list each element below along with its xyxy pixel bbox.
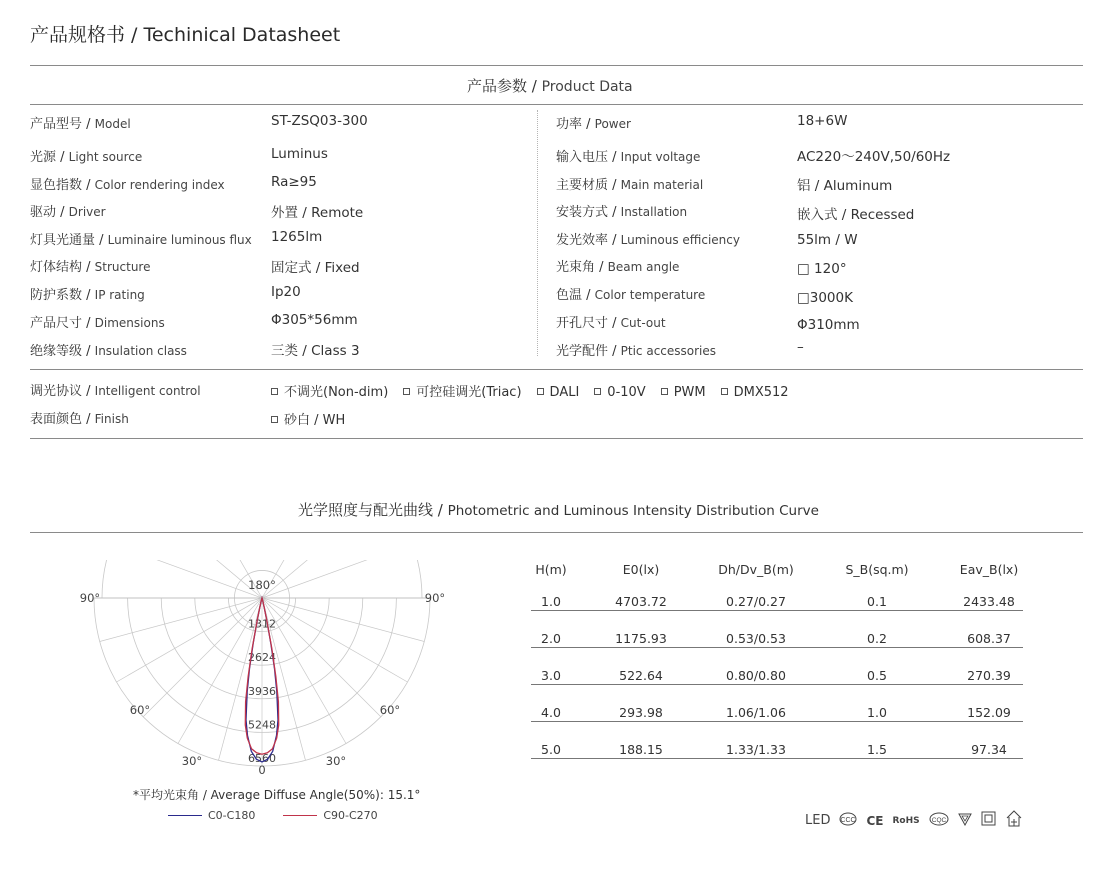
spec-label-cn: 功率 /: [556, 117, 595, 132]
ring-label: 3936: [248, 684, 276, 698]
table-cell: 0.2: [867, 631, 887, 646]
finish-label-en: Finish: [94, 412, 129, 426]
table-cell: 5.0: [541, 742, 561, 757]
spec-label: [30, 201, 106, 220]
spec-label-cn: 驱动 /: [30, 205, 69, 220]
cqc-icon-text: CQC: [931, 817, 946, 824]
spec-label: [556, 201, 687, 220]
checkbox-box[interactable]: [271, 388, 278, 395]
legend-swatch: [168, 815, 202, 816]
table-cell: 270.39: [967, 668, 1011, 683]
table-cell: 97.34: [971, 742, 1007, 757]
spec-label-cn: 防护系数 /: [30, 288, 95, 303]
table-cell: 1.33/1.33: [726, 742, 786, 757]
spec-label-en: Dimensions: [94, 316, 165, 330]
spec-label-cn: 产品尺寸 /: [30, 316, 95, 331]
control-options: [271, 381, 804, 400]
product-data-heading: [467, 75, 633, 96]
spec-label-cn: 安装方式 /: [556, 205, 621, 220]
angle-label: 30°: [181, 754, 203, 768]
option-checkbox[interactable]: [661, 385, 706, 400]
spec-label: [30, 256, 150, 275]
finish-label-cn: 表面颜色 /: [30, 412, 95, 427]
polar-spoke: [143, 598, 262, 717]
table-cell: 0.53/0.53: [726, 631, 786, 646]
option-checkbox[interactable]: [271, 385, 388, 400]
spec-value: 18+6W: [797, 113, 848, 129]
table-row-line: [531, 647, 1023, 648]
polar-spoke: [262, 598, 407, 682]
photometric-heading-cn: 光学照度与配光曲线 /: [298, 501, 448, 519]
spec-value: Luminus: [271, 146, 328, 162]
ring-label: 2624: [248, 651, 276, 665]
option-checkbox[interactable]: [594, 385, 645, 400]
checkbox-box[interactable]: [721, 388, 728, 395]
spec-label: [556, 284, 705, 303]
table-header: Dh/Dv_B(m): [718, 562, 794, 577]
spec-label-en: Luminous efficiency: [620, 233, 740, 247]
spec-label-en: Power: [594, 117, 631, 131]
table-cell: 152.09: [967, 705, 1011, 720]
spec-label-cn: 色温 /: [556, 288, 595, 303]
angle-label: 60°: [129, 703, 151, 717]
table-row-line: [531, 721, 1023, 722]
photometric-heading: [298, 499, 819, 520]
table-row-line: [531, 684, 1023, 685]
option-label: 0-10V: [607, 385, 646, 400]
table-cell: 2.0: [541, 631, 561, 646]
spec-label: [556, 312, 666, 331]
table-cell: 0.80/0.80: [726, 668, 786, 683]
polar-chart: [60, 560, 480, 780]
option-checkbox[interactable]: [537, 385, 580, 400]
legend-label: C0-C180: [208, 809, 256, 822]
table-row-line: [531, 610, 1023, 611]
spec-label-cn: 开孔尺寸 /: [556, 316, 621, 331]
table-cell: 0.27/0.27: [726, 594, 786, 609]
table-cell: 1.06/1.06: [726, 705, 786, 720]
spec-label: [30, 174, 225, 193]
spec-label-en: Luminaire luminous flux: [107, 233, 252, 247]
divider: [30, 65, 1083, 66]
angle-label: 30°: [325, 754, 347, 768]
beam-angle-note: *平均光束角 / Average Diffuse Angle(50%): 15.1°: [133, 788, 421, 802]
spec-value: 三类 / Class 3: [271, 343, 360, 359]
angle-label: 180°: [248, 578, 276, 592]
page-title: 产品规格书 / Techinical Datasheet: [30, 24, 341, 46]
spec-label-cn: 光源 /: [30, 150, 69, 165]
option-label: 不调光(Non-dim): [284, 385, 389, 400]
ring-label: 1312: [248, 617, 276, 631]
spec-value: 55lm / W: [797, 232, 858, 248]
legend-label: C90-C270: [323, 809, 378, 822]
table-cell: 0.5: [867, 668, 887, 683]
table-header: Eav_B(lx): [959, 562, 1019, 577]
option-label: PWM: [673, 385, 706, 400]
table-header: E0(lx): [622, 562, 660, 577]
checkbox-box[interactable]: [403, 388, 410, 395]
table-cell: 293.98: [619, 705, 663, 720]
option-checkbox[interactable]: [403, 385, 521, 400]
polar-spoke: [262, 598, 424, 641]
option-label: 砂白 / WH: [284, 413, 346, 428]
spec-value: Ip20: [271, 284, 301, 300]
cqc-icon: [929, 811, 949, 830]
house-mark-icon: [1005, 810, 1023, 831]
spec-label-en: Color temperature: [594, 288, 706, 302]
spec-label: [30, 113, 131, 132]
ce-icon: CE: [866, 813, 884, 828]
polar-spoke: [100, 598, 262, 641]
spec-label: [30, 284, 145, 303]
spec-value: 铝 / Aluminum: [797, 178, 893, 194]
spec-label-cn: 输入电压 /: [556, 150, 621, 165]
control-label: [30, 380, 201, 399]
legend-swatch: [283, 815, 317, 816]
angle-label: 0: [258, 763, 266, 777]
angle-label: 60°: [379, 703, 401, 717]
table-cell: 0.1: [867, 594, 887, 609]
table-cell: 1175.93: [615, 631, 667, 646]
spec-label-cn: 光束角 /: [556, 260, 608, 275]
divider: [30, 438, 1083, 439]
spec-value: Φ305*56mm: [271, 312, 358, 328]
legend-item: [168, 809, 255, 822]
spec-label-en: Input voltage: [620, 150, 701, 164]
legend-item: [283, 809, 377, 822]
spec-label: [30, 340, 187, 359]
spec-label: [30, 146, 142, 165]
divider: [30, 369, 1083, 370]
certification-bar: [805, 810, 1023, 831]
checkbox-box[interactable]: [661, 388, 668, 395]
option-label: DMX512: [733, 385, 789, 400]
ring-label: 5248: [248, 718, 276, 732]
table-row-line: [531, 758, 1023, 759]
spec-label: [30, 229, 252, 248]
checkbox-box[interactable]: [594, 388, 601, 395]
ccc-icon: [839, 811, 857, 830]
spec-label: [556, 113, 631, 132]
table-cell: 188.15: [619, 742, 663, 757]
column-divider: [537, 110, 538, 356]
spec-label: [556, 174, 703, 193]
spec-value: ST-ZSQ03-300: [271, 113, 368, 129]
spec-value: AC220～240V,50/60Hz: [797, 149, 951, 165]
option-checkbox[interactable]: [721, 385, 789, 400]
divider: [30, 104, 1083, 105]
spec-value: Φ310mm: [797, 317, 860, 333]
spec-label-cn: 绝缘等级 /: [30, 344, 95, 359]
spec-label-cn: 灯具光通量 /: [30, 233, 108, 248]
polar-spoke: [262, 598, 381, 717]
chart-legend: [168, 809, 406, 822]
table-cell: 1.0: [867, 705, 887, 720]
spec-label-en: Structure: [94, 260, 151, 274]
table-cell: 2433.48: [963, 594, 1015, 609]
table-cell: 4703.72: [615, 594, 667, 609]
table-cell: 1.0: [541, 594, 561, 609]
spec-label-en: IP rating: [94, 288, 145, 302]
control-label-en: Intelligent control: [94, 384, 201, 398]
spec-label: [556, 229, 740, 248]
spec-value: Ra≥95: [271, 174, 317, 190]
spec-label-en: Ptic accessories: [620, 344, 717, 358]
spec-value: 外置 / Remote: [271, 205, 364, 221]
finish-label: [30, 408, 129, 427]
spec-label-en: Main material: [620, 178, 704, 192]
spec-label-en: Light source: [68, 150, 143, 164]
spec-label: [30, 312, 165, 331]
spec-label-cn: 发光效率 /: [556, 233, 621, 248]
spec-label-cn: 主要材质 /: [556, 178, 621, 193]
rohs-icon: RoHS: [892, 815, 920, 826]
table-header: S_B(sq.m): [845, 562, 909, 577]
polar-spoke: [117, 598, 262, 682]
table-cell: 1.5: [867, 742, 887, 757]
spec-label-en: Installation: [620, 205, 688, 219]
photometric-heading-en: Photometric and Luminous Intensity Distribution Curve: [447, 503, 819, 519]
spec-label-cn: 光学配件 /: [556, 344, 621, 359]
spec-label-en: Model: [94, 117, 131, 131]
spec-value: □3000K: [797, 290, 853, 306]
table-cell: 522.64: [619, 668, 663, 683]
spec-value: 1265lm: [271, 229, 323, 245]
option-checkbox[interactable]: [271, 413, 345, 428]
led-label: LED: [805, 813, 831, 828]
spec-label: [556, 146, 700, 165]
divider: [30, 532, 1083, 533]
checkbox-box[interactable]: [537, 388, 544, 395]
spec-value: □ 120°: [797, 261, 847, 277]
table-cell: 3.0: [541, 668, 561, 683]
spec-value: 固定式 / Fixed: [271, 260, 360, 276]
svg-text:CCC: CCC: [840, 817, 857, 824]
angle-label: 90°: [424, 591, 446, 605]
spec-label-en: Cut-out: [620, 316, 666, 330]
spec-label-cn: 灯体结构 /: [30, 260, 95, 275]
checkbox-box[interactable]: [271, 416, 278, 423]
heading-en: Product Data: [541, 79, 633, 95]
table-cell: 608.37: [967, 631, 1011, 646]
spec-label-en: Driver: [68, 205, 106, 219]
option-label: 可控硅调光(Triac): [416, 385, 522, 400]
spec-value: –: [797, 339, 804, 355]
spec-label-cn: 显色指数 /: [30, 178, 95, 193]
spec-label-en: Insulation class: [94, 344, 187, 358]
option-label: DALI: [549, 385, 580, 400]
finish-options: [271, 409, 360, 428]
angle-label: 90°: [79, 591, 101, 605]
triangle-mark-icon: [958, 811, 972, 830]
heading-cn: 产品参数 /: [467, 77, 542, 95]
spec-label: [556, 256, 679, 275]
table-header: H(m): [535, 562, 567, 577]
control-label-cn: 调光协议 /: [30, 384, 95, 399]
spec-label: [556, 340, 716, 359]
spec-label-en: Beam angle: [607, 260, 680, 274]
square-mark-icon: [981, 811, 996, 830]
spec-label-en: Color rendering index: [94, 178, 225, 192]
spec-value: 嵌入式 / Recessed: [797, 207, 915, 223]
spec-label-cn: 产品型号 /: [30, 117, 95, 132]
table-cell: 4.0: [541, 705, 561, 720]
ring-label: 6560: [248, 752, 276, 765]
